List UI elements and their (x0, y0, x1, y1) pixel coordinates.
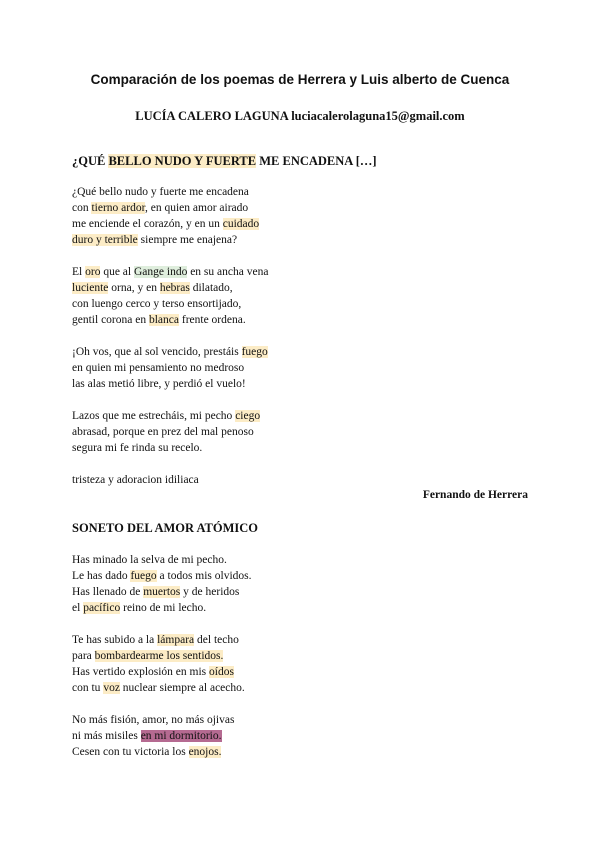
verse-text: a todos mis olvidos. (156, 570, 252, 582)
verse-line: en quien mi pensamiento no medroso (72, 362, 245, 374)
verse-text: para (72, 650, 95, 662)
poem1-stanza-3 (72, 344, 268, 392)
verse-line: con luengo cerco y terso ensortijado, (72, 298, 242, 310)
highlight: Gange indo (133, 266, 188, 278)
verse-text: Le has dado (72, 570, 131, 582)
highlight: oro (85, 266, 101, 278)
verse-text: Has vertido explosión en mis (72, 666, 210, 678)
highlight: cuidado (222, 218, 260, 230)
verse-text: que al (100, 266, 134, 278)
poem1-stanza-2 (72, 264, 268, 328)
verse-line (72, 584, 252, 600)
verse-text: con tu (72, 682, 104, 694)
poem1-body (72, 184, 268, 504)
verse-line: las alas metió libre, y perdió el vuelo! (72, 378, 246, 390)
highlight: ciego (235, 410, 261, 422)
verse-text: El (72, 266, 86, 278)
highlight: hebras (159, 282, 190, 294)
verse-text: Has llenado de (72, 586, 144, 598)
highlight: oídos (209, 666, 234, 678)
highlight: tierno ardor (91, 202, 145, 214)
verse-line (72, 680, 252, 696)
verse-line (72, 312, 268, 328)
poem1-stanza-1 (72, 184, 268, 248)
verse-text: Lazos que me estrecháis, mi pecho (72, 410, 236, 422)
verse-text: en su ancha vena (187, 266, 269, 278)
verse-text: frente ordena. (178, 314, 246, 326)
verse-text: orna, y en (108, 282, 160, 294)
document-title: Comparación de los poemas de Herrera y Luis alberto de Cuenca (90, 72, 510, 87)
verse-line (72, 744, 252, 760)
verse-text: reino de mi lecho. (120, 602, 207, 614)
verse-line (72, 648, 252, 664)
highlight: duro y terrible (72, 234, 138, 246)
highlight: muertos (143, 586, 181, 598)
verse-text: ni más misiles (72, 730, 141, 742)
highlight: luciente (72, 282, 109, 294)
verse-text: siempre me enajena? (137, 234, 238, 246)
verse-text: el (72, 602, 84, 614)
verse-line (72, 200, 268, 216)
verse-line (72, 264, 268, 280)
highlight: bombardearme los sentidos. (94, 650, 224, 662)
verse-line: Has minado la selva de mi pecho. (72, 554, 227, 566)
verse-line (72, 344, 268, 360)
verse-text: gentil corona en (72, 314, 149, 326)
poem1-note (72, 472, 268, 488)
verse-text: me enciende el corazón, y en un (72, 218, 223, 230)
verse-line (72, 216, 268, 232)
verse-line: segura mi fe rinda su recelo. (72, 442, 203, 454)
author-line (0, 109, 600, 124)
highlight: fuego (130, 570, 157, 582)
highlight-magenta: en mi dormitorio. (140, 730, 222, 742)
poem2-stanza-1 (72, 552, 252, 616)
verse-line (72, 232, 268, 248)
verse-line (72, 632, 252, 648)
verse-line (72, 568, 252, 584)
verse-line (72, 600, 252, 616)
highlight: lámpara (157, 634, 195, 646)
verse-line: abrasad, porque en prez del mal penoso (72, 426, 254, 438)
verse-line (72, 664, 252, 680)
poem1-heading-post: ME ENCADENA […] (256, 154, 377, 168)
verse-text: ¡Oh vos, que al sol vencido, prestáis (72, 346, 242, 358)
verse-text: con (72, 202, 92, 214)
poem2-stanza-2 (72, 632, 252, 696)
verse-text: y de heridos (180, 586, 240, 598)
poem1-signature: Fernando de Herrera (422, 489, 528, 501)
author-email[interactable]: luciacalerolaguna15@gmail.com (291, 109, 465, 123)
verse-line: No más fisión, amor, no más ojivas (72, 714, 235, 726)
verse-text: Cesen con tu victoria los (72, 746, 189, 758)
highlight: pacífico (83, 602, 121, 614)
verse-text: Te has subido a la (72, 634, 158, 646)
verse-text: del techo (194, 634, 239, 646)
poem1-heading-pre: ¿QUÉ (72, 154, 109, 168)
poem2-stanza-3 (72, 712, 252, 760)
poem1-heading (72, 154, 377, 169)
highlight: blanca (148, 314, 179, 326)
verse-text: , en quien amor airado (145, 202, 249, 214)
author-name: LUCÍA CALERO LAGUNA (135, 109, 289, 123)
note-line: tristeza y adoracion idiliaca (72, 474, 199, 486)
highlight: voz (103, 682, 120, 694)
verse-line: ¿Qué bello nudo y fuerte me encadena (72, 186, 249, 198)
verse-line (72, 728, 252, 744)
highlight: fuego (241, 346, 268, 358)
verse-line (72, 408, 268, 424)
poem2-heading: SONETO DEL AMOR ATÓMICO (72, 521, 259, 535)
poem1-stanza-4 (72, 408, 268, 456)
verse-text: dilatado, (189, 282, 233, 294)
poem2-body (72, 552, 252, 776)
highlight: enojos. (188, 746, 222, 758)
verse-line (72, 280, 268, 296)
highlight: BELLO NUDO Y FUERTE (108, 154, 257, 168)
verse-text: nuclear siempre al acecho. (119, 682, 245, 694)
